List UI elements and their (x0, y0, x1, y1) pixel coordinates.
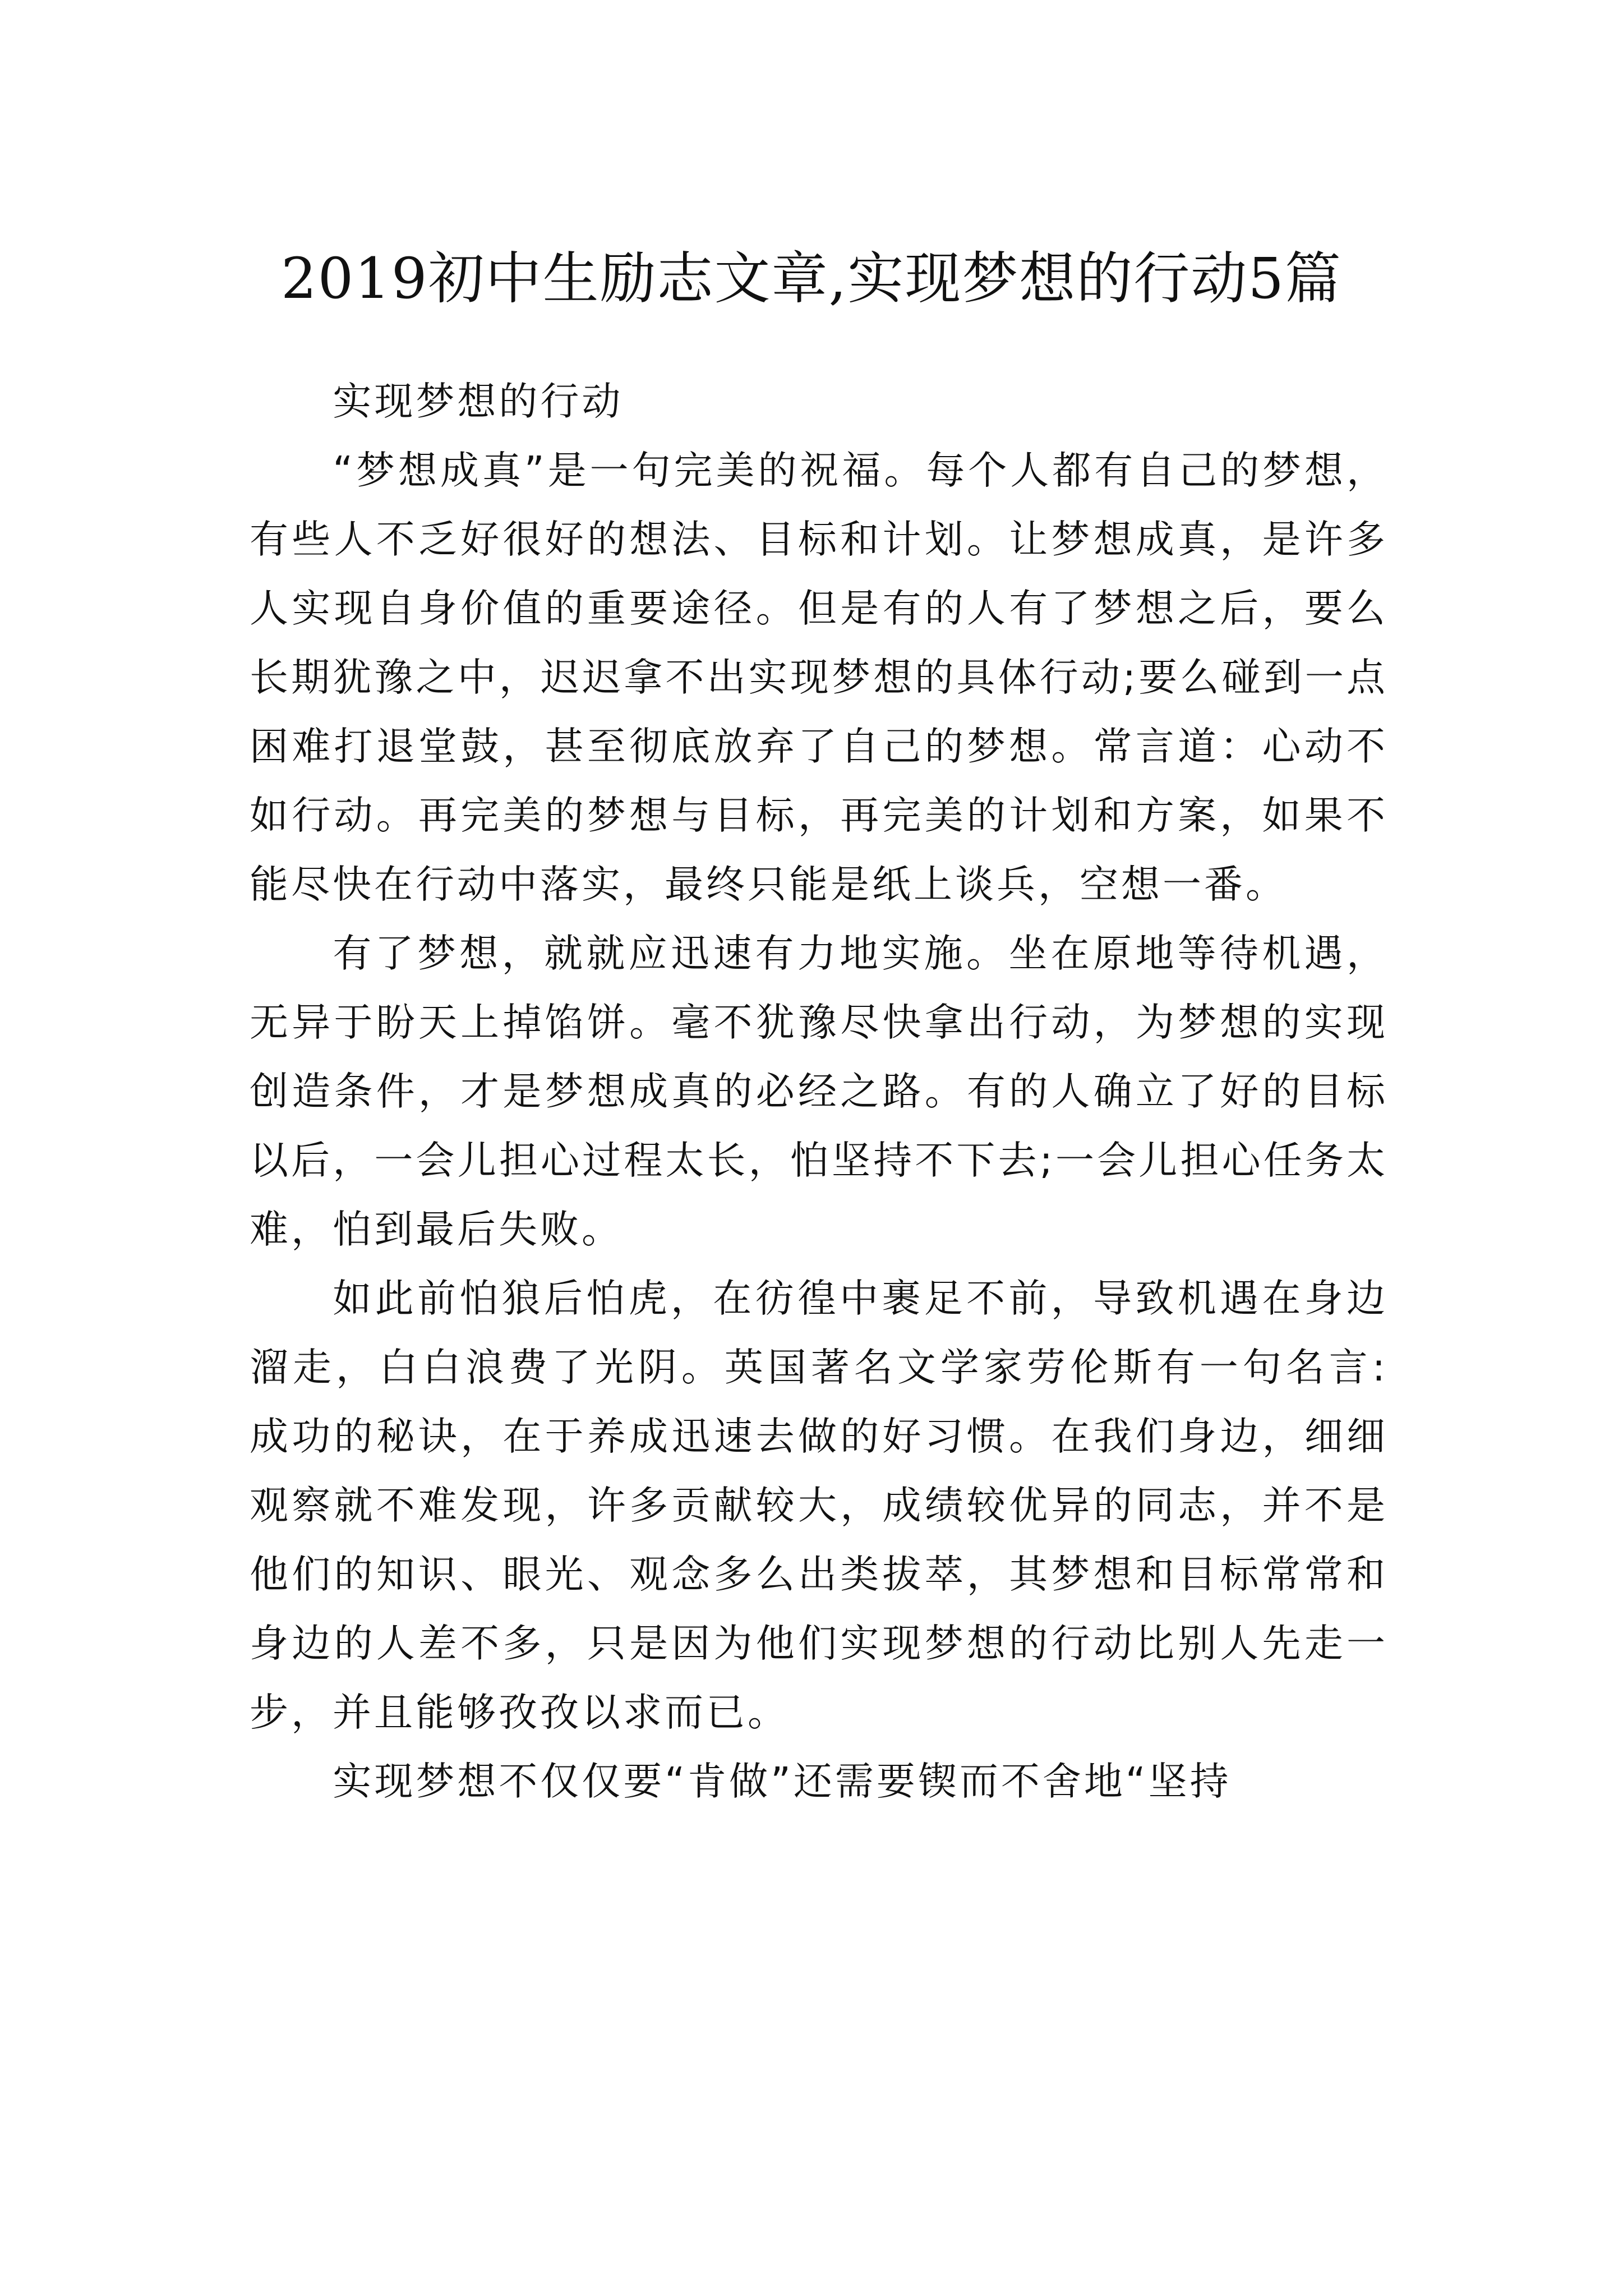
section-heading: 实现梦想的行动 (333, 379, 624, 424)
document-body (250, 367, 1388, 1816)
paragraph: 如此前怕狼后怕虎，在彷徨中裹足不前，导致机遇在身边溜走，白白浪费了光阴。英国著名文学家劳伦斯有一句名言: 成功的秘诀，在于养成迅速去做的好习惯。在我们身边，细细观察就不难发现，许多贡献较大，成绩较优异的同志，并不是他们的知识、眼光、观念多么出类拔萃，其梦想和目标常常和身边的人差不多，只是因为他们实现梦想的行动比别人先走一步，并且能够孜孜以求而已。 (250, 1276, 1388, 1735)
paragraph: 有了梦想，就就应迅速有力地实施。坐在原地等待机遇，无异于盼天上掉馅饼。毫不犹豫尽快拿出行动，为梦想的实现创造条件，才是梦想成真的必经之路。有的人确立了好的目标以后，一会儿担心过程太长，怕坚持不下去;一会儿担心任务太难，怕到最后失败。 (250, 931, 1388, 1252)
paragraph: 实现梦想不仅仅要“肯做”还需要锲而不舍地“坚持 (333, 1759, 1232, 1804)
paragraph: “梦想成真”是一句完美的祝福。每个人都有自己的梦想，有些人不乏好很好的想法、目标和计划。让梦想成真，是许多人实现自身价值的重要途径。但是有的人有了梦想之后，要么长期犹豫之中，迟迟拿不出实现梦想的具体行动;要么碰到一点困难打退堂鼓，甚至彻底放弃了自己的梦想。常言道：心动不如行动。再完美的梦想与目标，再完美的计划和方案，如果不能尽快在行动中落实，最终只能是纸上谈兵，空想一番。 (250, 448, 1388, 907)
document-title: 2019初中生励志文章,实现梦想的行动5篇 (281, 246, 1342, 311)
